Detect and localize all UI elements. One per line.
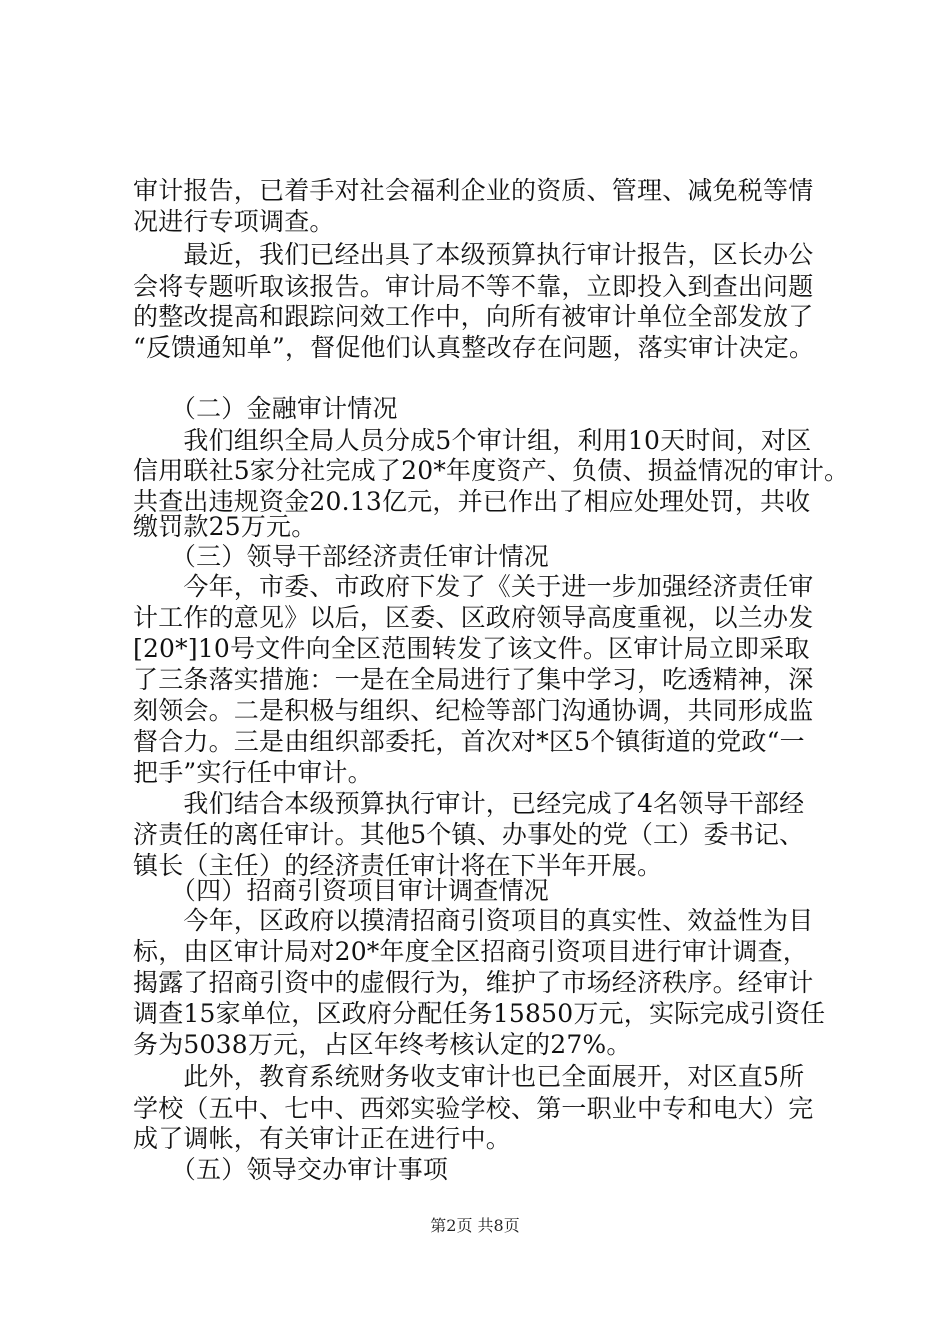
page-number-footer: 第2页 共8页 [430, 1216, 520, 1235]
body-text-line: 济责任的离任审计。其他5个镇、办事处的党（工）委书记、 [133, 820, 805, 849]
body-text-line: 标，由区审计局对20*年度全区招商引资项目进行审计调查， [133, 937, 808, 966]
body-text-line: 督合力。三是由组织部委托，首次对*区5个镇街道的党政“一 [133, 727, 805, 756]
body-text-line: 把手”实行任中审计。 [133, 758, 373, 787]
body-text-line: 审计报告，已着手对社会福利企业的资质、管理、减免税等情 [133, 176, 814, 205]
body-text-line: 揭露了招商引资中的虚假行为，维护了市场经济秩序。经审计 [133, 968, 814, 997]
section-heading: （五）领导交办审计事项 [133, 1155, 449, 1184]
body-text-line: 今年，市委、市政府下发了《关于进一步加强经济责任审 [133, 572, 814, 601]
body-text-line: 况进行专项调查。 [133, 207, 335, 236]
section-heading: （四）招商引资项目审计调查情况 [133, 876, 549, 905]
body-text-line: 我们结合本级预算执行审计，已经完成了4名领导干部经 [133, 789, 805, 818]
section-heading: （三）领导干部经济责任审计情况 [133, 542, 549, 571]
body-text-line: 我们组织全局人员分成5个审计组，利用10天时间，对区 [133, 426, 812, 455]
body-text-line: 计工作的意见》以后，区委、区政府领导高度重视，以兰办发 [133, 603, 814, 632]
body-text-line: 调查15家单位，区政府分配任务15850万元，实际完成引资任 [133, 999, 826, 1028]
section-heading: （二）金融审计情况 [133, 394, 398, 423]
body-text-line: 刻领会。二是积极与组织、纪检等部门沟通协调，共同形成监 [133, 696, 814, 725]
body-text-line: 共查出违规资金20.13亿元，并已作出了相应处理处罚，共收 [133, 487, 811, 516]
body-text-line: 学校（五中、七中、西郊实验学校、第一职业中专和电大）完 [133, 1094, 814, 1123]
body-text-line: 的整改提高和跟踪问效工作中，向所有被审计单位全部发放了 [133, 302, 814, 331]
body-text-line: 会将专题听取该报告。审计局不等不靠，立即投入到查出问题 [133, 272, 814, 301]
body-text-line: 此外，教育系统财务收支审计也已全面展开，对区直5所 [133, 1062, 805, 1091]
body-text-line: 信用联社5家分社完成了20*年度资产、负债、损益情况的审计。 [133, 456, 850, 485]
body-text-line: 成了调帐，有关审计正在进行中。 [133, 1124, 512, 1153]
body-text-line: “反馈通知单”，督促他们认真整改存在问题，落实审计决定。 [133, 333, 815, 362]
body-text-line: 缴罚款25万元。 [133, 512, 317, 541]
body-text-line: 今年，区政府以摸清招商引资项目的真实性、效益性为目 [133, 906, 814, 935]
body-text-line: 务为5038万元，占区年终考核认定的27%。 [133, 1030, 632, 1059]
body-text-line: [20*]10号文件向全区范围转发了该文件。区审计局立即采取 [133, 634, 810, 663]
body-text-line: 最近，我们已经出具了本级预算执行审计报告，区长办公 [133, 240, 814, 269]
body-text-line: 镇长（主任）的经济责任审计将在下半年开展。 [133, 851, 663, 880]
body-text-line: 了三条落实措施：一是在全局进行了集中学习，吃透精神，深 [133, 665, 814, 694]
